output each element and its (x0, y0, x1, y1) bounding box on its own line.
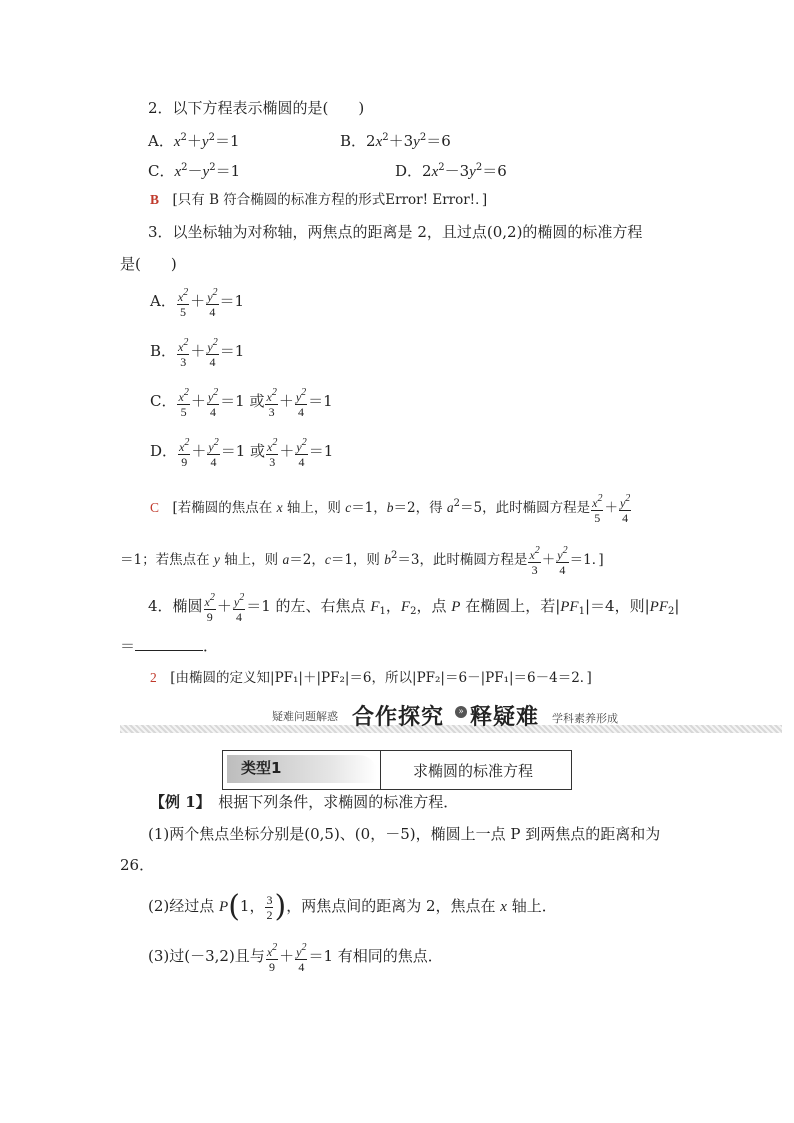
q2-explanation: B [只有 B 符合椭圆的标准方程的形式Error! Error!．] (150, 192, 488, 208)
q3-stem-line1: 3．以坐标轴为对称轴，两焦点的距离是 2，且过点(0,2)的椭圆的标准方程 (148, 223, 643, 241)
banner-arrow-icon: » (455, 706, 467, 718)
q2-stem: 2．以下方程表示椭圆的是( ) (148, 99, 365, 117)
answer-blank (135, 636, 203, 651)
type-box-divider (380, 751, 381, 789)
q4-stem: 4．椭圆 $\frac{x^2}{9}$ ＋ $\frac{y^2}{4}$ ＝1 的左、右焦点 $F_1$，$F_2$，点 P 在椭圆上，若$|PF_1|=4$，则$|PF_2|$ (148, 591, 680, 624)
q2-option-b: B．$2x^2+3y^2=6$ (340, 132, 451, 150)
q3-option-b: B． $\frac{x^2}{3}$ ＋ $\frac{y^2}{4}$ ＝1 (150, 336, 245, 369)
q2-option-c: C．$x^2-y^2=1$ (148, 162, 241, 180)
example-item1-line2: 26． (120, 856, 155, 874)
banner-title-2: 释疑难 (470, 705, 540, 730)
q2-option-a: A．$x^2+y^2=1$ (148, 132, 240, 150)
q4-blank-line: ＝ ． (120, 637, 219, 655)
q3-option-d: D． $\frac{x^2}{9}$ ＋ $\frac{y^2}{4}$ ＝1 或 $\frac{x^2}{3}$ ＋ $\frac{y^2}{4}$ ＝1 (150, 436, 334, 469)
q3-option-c: C． $\frac{x^2}{5}$ ＋ $\frac{y^2}{4}$ ＝1 或 $\frac{x^2}{3}$ ＋ $\frac{y^2}{4}$ ＝1 (150, 386, 333, 419)
example-heading: 【例 1】 根据下列条件，求椭圆的标准方程． (150, 793, 459, 811)
example-item2: (2)经过点 P(1， $\frac{3}{2}$ )，两焦点间的距离为 2，焦点在 x 轴上． (148, 889, 557, 924)
example-item3: (3)过(－3,2)且与 $\frac{x^2}{9}$ ＋ $\frac{y^2}{4}$ ＝1 有相同的焦点． (148, 941, 443, 974)
q3-stem-line2: 是( ) (120, 255, 177, 273)
q3-explanation-line1: C [若椭圆的焦点在 x 轴上，则 c＝1，b＝2，得 $a^2=5$，此时椭圆方程是 $\frac{x^2}{5}$ ＋ $\frac{y^2}{4}$ (150, 493, 631, 525)
example-item1-line1: (1)两个焦点坐标分别是(0,5)、(0，－5)，椭圆上一点 P 到两焦点的距离和为 (148, 825, 661, 843)
section-banner (120, 700, 782, 734)
type-title: 求椭圆的标准方程 (413, 762, 534, 780)
banner-stripe (120, 725, 782, 733)
banner-title-1: 合作探究 (352, 705, 445, 730)
q3-option-a: A． $\frac{x^2}{5}$ ＋ $\frac{y^2}{4}$ ＝1 (150, 286, 245, 319)
type-heading-box (222, 750, 572, 790)
q3-explanation-line2: ＝1；若焦点在 y 轴上，则 a＝2，c＝1，则 $b^2=3$，此时椭圆方程是 $\frac{x^2}{3}$ ＋ $\frac{y^2}{4}$ ＝1．] (120, 545, 604, 577)
q2-option-d: D．$2x^2-3y^2=6$ (395, 162, 507, 180)
type-tag-label: 类型1 (241, 759, 282, 777)
q4-explanation: 2 [由椭圆的定义知|PF₁|＋|PF₂|＝6，所以|PF₂|＝6－|PF₁|＝6－4＝2．] (150, 670, 592, 686)
banner-right-text: 学科素养形成 (552, 712, 618, 725)
banner-left-text: 疑难问题解惑 (272, 710, 338, 723)
